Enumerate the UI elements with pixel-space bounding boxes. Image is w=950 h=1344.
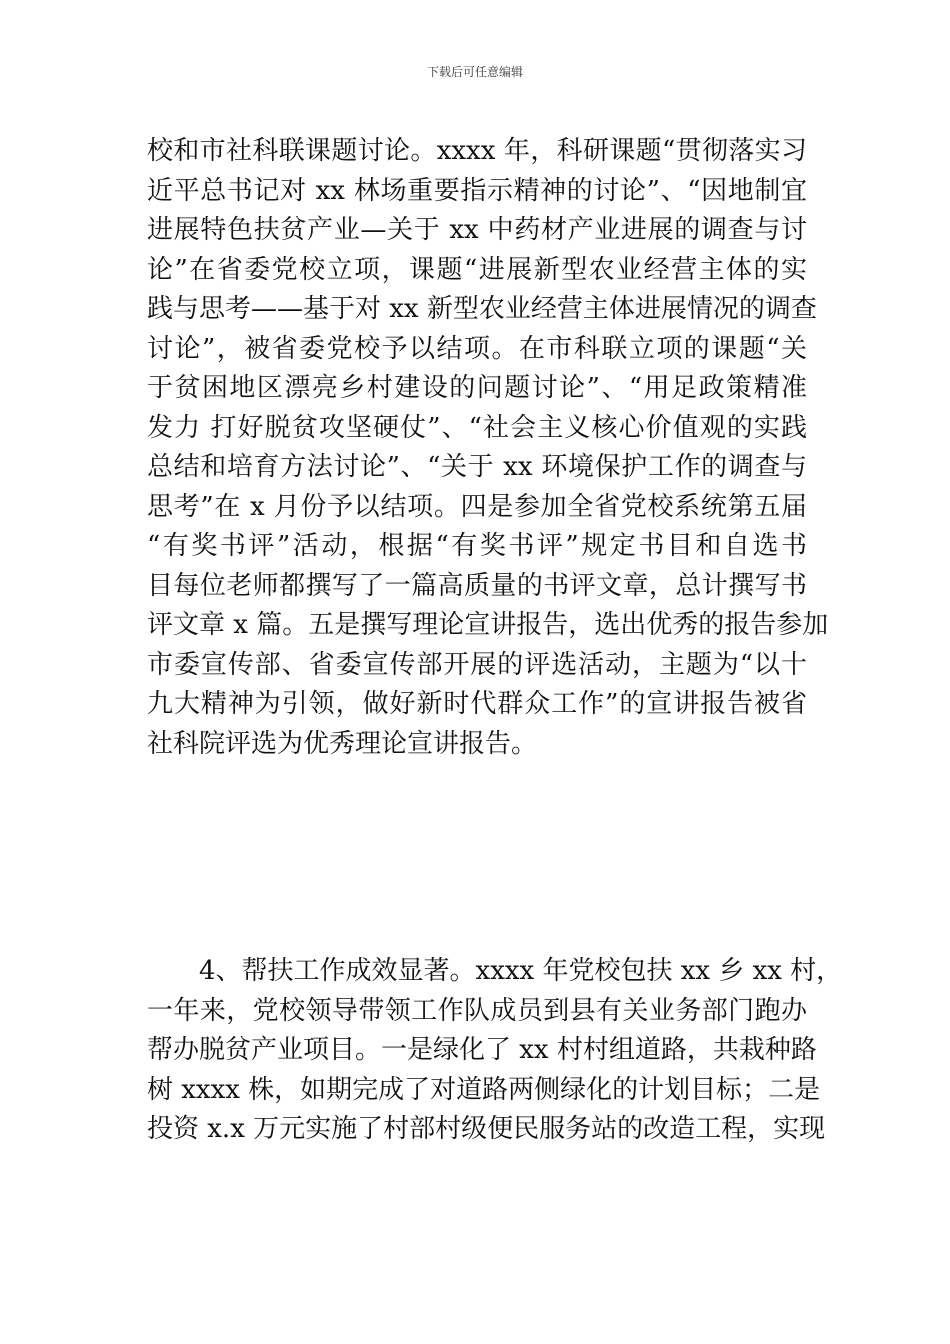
text-line: 评文章 x 篇。五是撰写理论宣讲报告，选出优秀的报告参加 xyxy=(147,610,829,640)
text-line: 于贫困地区漂亮乡村建设的问题讨论”、“用足政策精准 xyxy=(147,373,807,403)
text-line: “有奖书评”活动，根据“有奖书评”规定书目和自选书 xyxy=(147,531,807,561)
text-line: 社科院评选为优秀理论宣讲报告。 xyxy=(147,728,538,759)
text-line: 帮办脱贫产业项目。一是绿化了 xx 村村组道路，共栽种路 xyxy=(147,1035,817,1065)
text-line: 讨论”，被省委党校予以结项。在市科联立项的课题“关 xyxy=(147,333,807,364)
text-line: 近平总书记对 xx 林场重要指示精神的讨论”、“因地制宜 xyxy=(147,175,807,206)
page-header: 下载后可任意编辑 xyxy=(426,65,523,79)
text-line: 九大精神为引领，做好新时代群众工作”的宣讲报告被省 xyxy=(147,689,807,719)
text-line: 树 xxxx 株，如期完成了对道路两侧绿化的计划目标；二是 xyxy=(147,1074,821,1105)
text-line: 目每位老师都撰写了一篇高质量的书评文章，总计撰写书 xyxy=(147,570,807,601)
text-line: 市委宣传部、省委宣传部开展的评选活动，主题为“以十 xyxy=(147,649,807,680)
text-line: 发力 打好脱贫攻坚硬仗”、“社会主义核心价值观的实践 xyxy=(147,412,807,443)
text-line: 践与思考——基于对 xx 新型农业经营主体进展情况的调查 xyxy=(147,294,817,324)
text-line: 论”在省委党校立项，课题“进展新型农业经营主体的实 xyxy=(147,254,807,285)
paragraph-research xyxy=(147,132,829,764)
text-line: 一年来，党校领导带领工作队成员到县有关业务部门跑办 xyxy=(147,995,807,1026)
text-line: 思考”在 x 月份予以结项。四是参加全省党校系统第五届 xyxy=(147,491,807,522)
text-line: 进展特色扶贫产业—关于 xx 中药材产业进展的调查与讨 xyxy=(147,215,807,245)
text-line: 总结和培育方法讨论”、“关于 xx 环境保护工作的调查与 xyxy=(147,452,807,482)
text-line: 4、帮扶工作成效显著。xxxx 年党校包扶 xx 乡 xx 村， xyxy=(199,956,843,986)
paragraph-poverty-assistance xyxy=(147,952,843,1150)
text-line: 校和市社科联课题讨论。xxxx 年，科研课题“贯彻落实习 xyxy=(147,136,807,166)
text-line: 投资 x.x 万元实施了村部村级便民服务站的改造工程，实现 xyxy=(147,1114,826,1144)
